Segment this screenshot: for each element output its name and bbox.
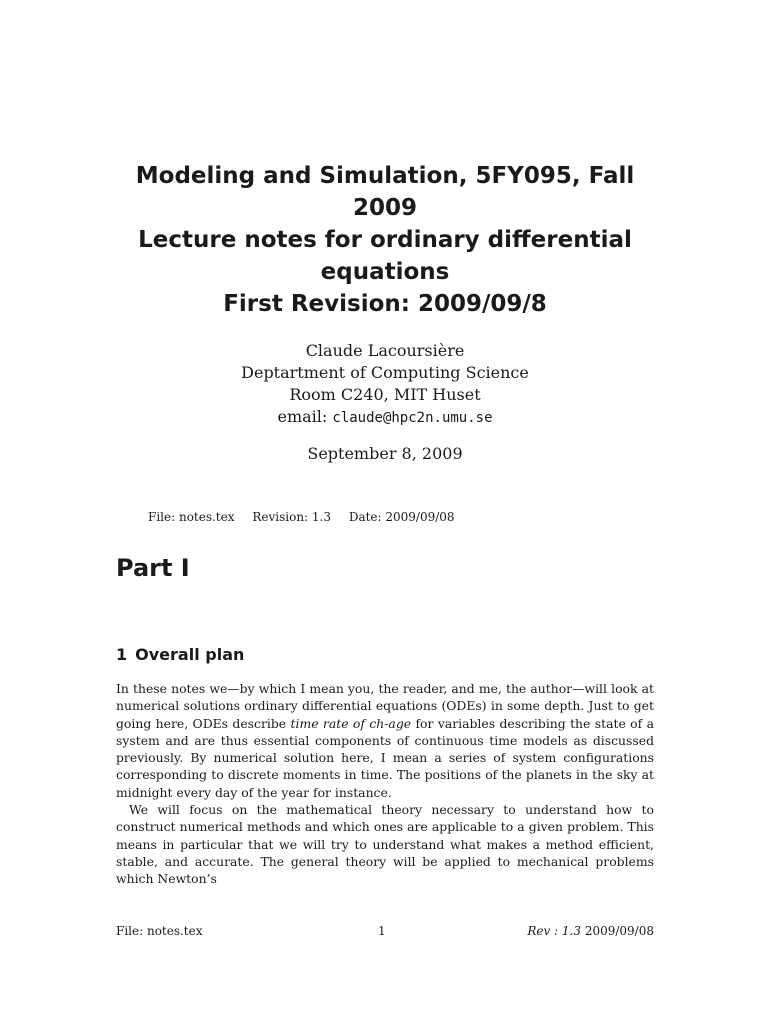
file-info bbox=[148, 510, 469, 524]
section-heading bbox=[116, 645, 244, 664]
footer-revision bbox=[527, 924, 654, 938]
footer-page-number: 1 bbox=[378, 924, 386, 938]
title-line-4: equations bbox=[320, 259, 450, 285]
file-name: File: notes.tex bbox=[148, 510, 235, 524]
footer-rev-label: Rev : 1.3 bbox=[527, 924, 581, 938]
paragraph-1-text-b: for variables describing the state of a system and are thus essential components of continuous time models as discussed previously. By numerical solution here, I mean a series of system configurations corresponding to discrete moments in time. The positions of the planets in the sky at midnight every day of the year for instance. bbox=[116, 715, 654, 800]
title-line-3: Lecture notes for ordinary differential bbox=[138, 227, 632, 253]
paragraph-1-emphasis: time rate of ch-age bbox=[290, 715, 412, 731]
title-line-1: Modeling and Simulation, 5FY095, Fall bbox=[135, 163, 635, 189]
title-line-2: 2009 bbox=[352, 195, 417, 221]
author-room: Room C240, MIT Huset bbox=[289, 385, 481, 404]
paragraph-2: We will focus on the mathematical theory necessary to understand how to construct numerical methods and which ones are applicable to a given problem. This means in particular that we will try to understand what makes a method efficient, stable, and accurate. The general theory will be applied to mechanical problems which Newton’s bbox=[116, 802, 654, 887]
file-date: Date: 2009/09/08 bbox=[348, 510, 455, 524]
document-date: September 8, 2009 bbox=[307, 444, 463, 463]
document-title bbox=[110, 160, 660, 320]
paragraph-1 bbox=[116, 680, 654, 801]
title-line-5: First Revision: 2009/09/8 bbox=[223, 291, 547, 317]
author-block bbox=[110, 340, 660, 429]
paragraph-1-text-a: In these notes we—by which I mean you, the reader, and me, the author—will look at numerical solutions ordinary differential equations (ODEs) in some depth. Just to get going here, ODEs describe bbox=[116, 681, 654, 731]
file-revision: Revision: 1.3 bbox=[252, 510, 331, 524]
section-number: 1 bbox=[116, 645, 128, 664]
author-department: Deptartment of Computing Science bbox=[241, 363, 529, 382]
email-address[interactable]: claude@hpc2n.umu.se bbox=[332, 410, 493, 426]
footer-file: File: notes.tex bbox=[116, 924, 203, 938]
author-name: Claude Lacoursière bbox=[305, 341, 465, 360]
body-text bbox=[116, 680, 654, 888]
section-title: Overall plan bbox=[135, 645, 245, 664]
part-heading: Part I bbox=[116, 554, 190, 582]
author-email-line bbox=[110, 406, 660, 429]
email-label: email: bbox=[277, 407, 328, 426]
footer-rev-date: 2009/09/08 bbox=[584, 924, 654, 938]
